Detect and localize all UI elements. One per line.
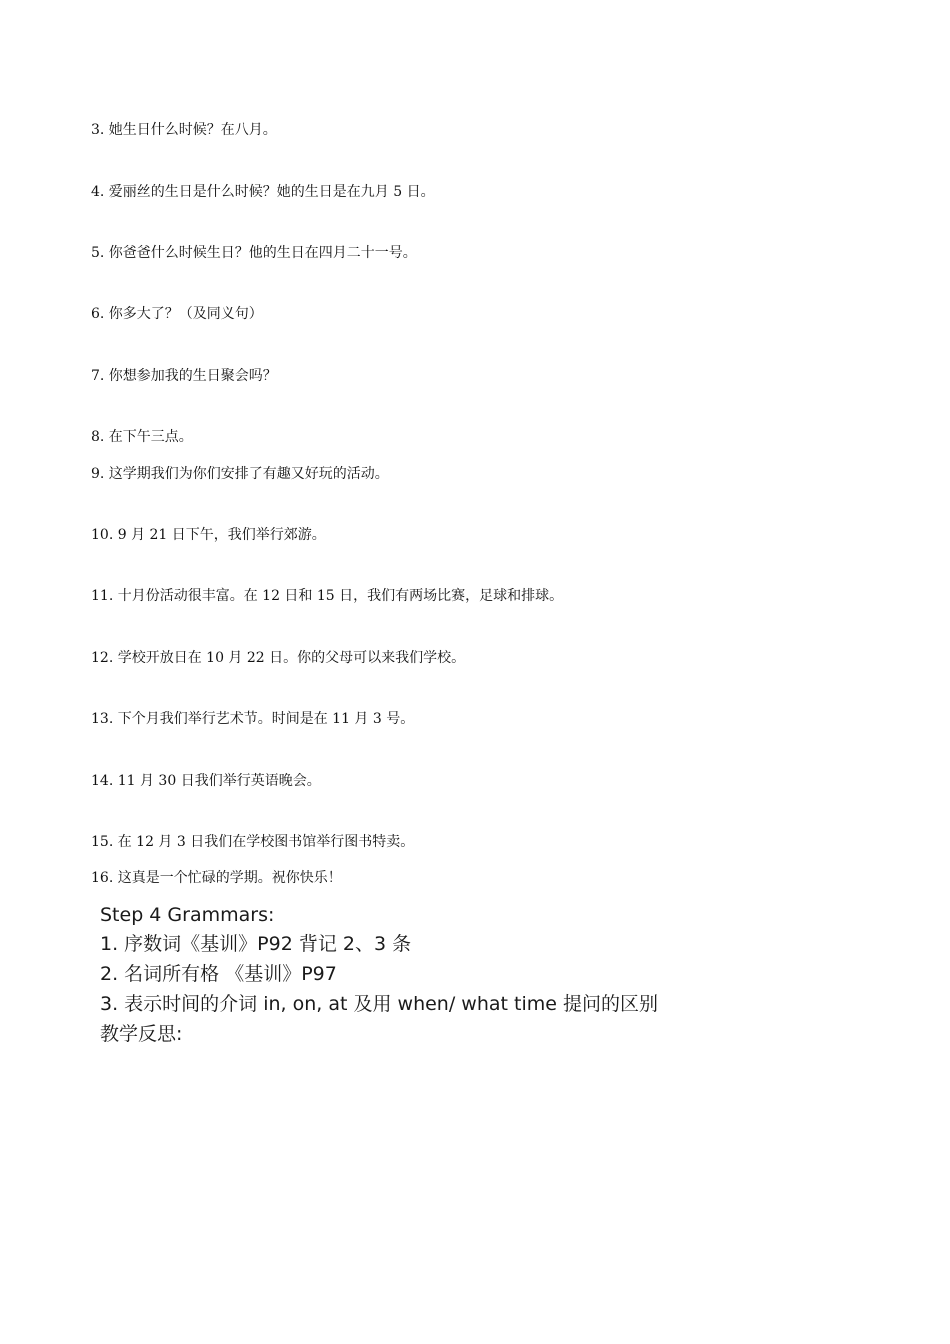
sentence-16: 16. 这真是一个忙碌的学期。祝你快乐！ [91,870,342,886]
grammar-item-1: 1. 序数词《基训》P92 背记 2、3 条 [100,933,412,955]
grammar-item-2: 2. 名词所有格 《基训》P97 [100,963,337,985]
sentence-7: 7. 你想参加我的生日聚会吗？ [91,368,277,384]
sentence-12: 12. 学校开放日在 10 月 22 日。你的父母可以来我们学校。 [91,650,466,666]
sentence-3: 3. 她生日什么时候？在八月。 [91,122,277,138]
sentence-6: 6. 你多大了？（及同义句） [91,306,263,322]
grammar-item-3: 3. 表示时间的介词 in, on, at 及用 when/ what time 提问的区别 [100,993,658,1015]
sentence-4: 4. 爱丽丝的生日是什么时候？她的生日是在九月 5 日。 [91,184,435,200]
teaching-reflection-label: 教学反思: [100,1023,183,1045]
sentence-9: 9. 这学期我们为你们安排了有趣又好玩的活动。 [91,466,389,482]
sentence-14: 14. 11 月 30 日我们举行英语晚会。 [91,773,321,789]
sentence-11: 11. 十月份活动很丰富。在 12 日和 15 日，我们有两场比赛，足球和排球。 [91,588,564,604]
sentence-5: 5. 你爸爸什么时候生日？他的生日在四月二十一号。 [91,245,417,261]
sentence-13: 13. 下个月我们举行艺术节。时间是在 11 月 3 号。 [91,711,415,727]
sentence-8: 8. 在下午三点。 [91,429,193,445]
sentence-10: 10. 9 月 21 日下午，我们举行郊游。 [91,527,326,543]
grammar-heading: Step 4 Grammars: [100,904,275,926]
sentence-15: 15. 在 12 月 3 日我们在学校图书馆举行图书特卖。 [91,834,415,850]
